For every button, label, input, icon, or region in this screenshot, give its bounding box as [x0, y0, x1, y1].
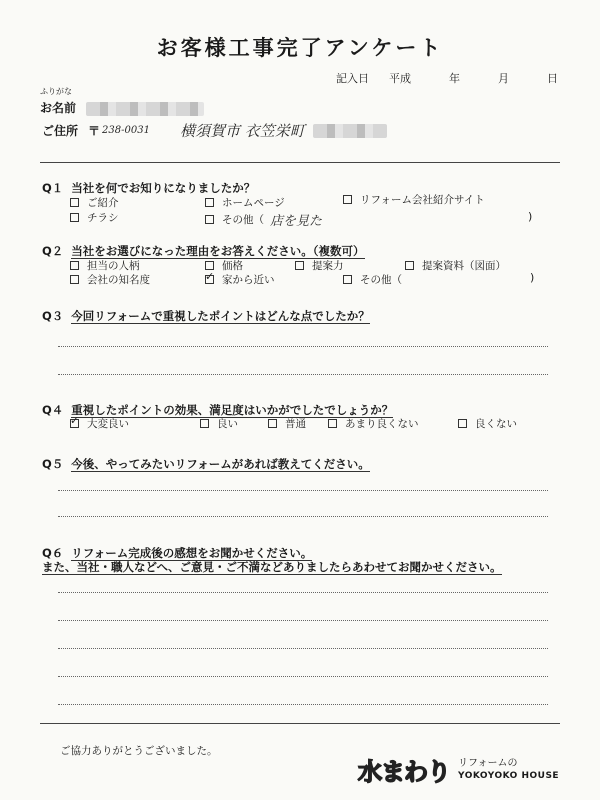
checkbox[interactable]	[70, 261, 79, 270]
name-row	[40, 86, 560, 116]
checkbox-checked[interactable]	[205, 275, 214, 284]
q1-option-flyer[interactable]: チラシ	[70, 210, 119, 225]
year-label: 年	[449, 72, 460, 85]
checkbox[interactable]	[343, 195, 352, 204]
entry-date-label: 記入日	[336, 72, 369, 85]
checkbox[interactable]	[458, 419, 467, 428]
checkbox[interactable]	[268, 419, 277, 428]
checkbox[interactable]	[200, 419, 209, 428]
checkbox[interactable]	[70, 213, 79, 222]
checkbox-checked[interactable]	[70, 419, 79, 428]
q2-option-proposal[interactable]: 提案力	[295, 258, 344, 273]
checkbox[interactable]	[205, 215, 214, 224]
q4-option-average[interactable]: 普通	[268, 416, 306, 431]
checkbox[interactable]	[328, 419, 337, 428]
logo-english: YOKOYOKO HOUSE	[458, 770, 560, 781]
thank-you-message: ご協力ありがとうございました。	[60, 745, 218, 757]
checkbox[interactable]	[70, 198, 79, 207]
name-label: お名前	[40, 101, 77, 115]
q1-option-referral-site[interactable]: リフォーム会社紹介サイト	[343, 192, 485, 207]
q1-option-homepage[interactable]: ホームページ	[205, 195, 285, 210]
q2-option-reputation[interactable]: 会社の知名度	[70, 272, 150, 287]
q2-option-materials[interactable]: 提案資料（図面）	[405, 258, 506, 273]
q4-option-good[interactable]: 良い	[200, 416, 238, 431]
answer-line	[58, 374, 548, 375]
question-1: Q１ 当社を何でお知りになりましたか？	[42, 181, 256, 195]
q2-option-other[interactable]: その他（	[343, 272, 402, 287]
entry-date-line	[336, 70, 558, 86]
checkbox[interactable]	[405, 261, 414, 270]
answer-line	[58, 516, 548, 517]
question-4: Q４ 重視したポイントの効果、満足度はいかがでしたでしょうか？	[42, 403, 394, 417]
answer-line	[58, 704, 548, 705]
logo-wordmark: 水まわり	[358, 758, 450, 786]
checkbox[interactable]	[295, 261, 304, 270]
question-6: Q６ リフォーム完成後の感想をお聞かせください。	[42, 546, 313, 560]
question-6-subtext: また、当社・職人などへ、ご意見・ご不満などありましたらあわせてお聞かせください。	[42, 560, 502, 574]
question-5: Q５ 今後、やってみたいリフォームがあれば教えてください。	[42, 457, 370, 471]
month-label: 月	[498, 72, 509, 85]
checkbox[interactable]	[205, 261, 214, 270]
closing-paren: )	[528, 210, 533, 223]
question-3: Q３ 今回リフォームで重視したポイントはどんな点でしたか？	[42, 309, 370, 323]
answer-line	[58, 648, 548, 649]
address-handwritten: 横須賀市 衣笠栄町	[179, 122, 305, 140]
postal-mark: 〒	[88, 124, 101, 138]
q2-option-price[interactable]: 価格	[205, 258, 243, 273]
era-label: 平成	[389, 72, 411, 85]
checkbox[interactable]	[343, 275, 352, 284]
postal-code-handwritten: 238-0031	[102, 125, 150, 136]
q2-option-near-home[interactable]: ✓ 家から近い	[205, 272, 275, 287]
answer-line	[58, 490, 548, 491]
closing-paren: )	[530, 271, 535, 284]
q2-option-staff[interactable]: 担当の人柄	[70, 258, 140, 273]
address-row	[42, 120, 562, 141]
q1-option-other[interactable]: その他（ 店を見た	[205, 210, 322, 229]
q1-option-introduction[interactable]: ご紹介	[70, 195, 119, 210]
q4-option-not-very-good[interactable]: あまり良くない	[328, 416, 419, 431]
logo-tagline: リフォームの	[458, 757, 518, 769]
divider	[40, 723, 560, 724]
answer-line	[58, 676, 548, 677]
q1-other-handwritten: 店を見た	[270, 214, 323, 229]
q4-option-not-good[interactable]: 良くない	[458, 416, 517, 431]
question-2: Q２ 当社をお選びになった理由をお答えください。（複数可）	[42, 244, 365, 258]
redacted-name	[86, 102, 204, 116]
divider	[40, 162, 560, 163]
day-label: 日	[547, 72, 558, 85]
answer-line	[58, 592, 548, 593]
page-title: お客様工事完了アンケート	[156, 36, 444, 60]
checkbox[interactable]	[205, 198, 214, 207]
q4-option-very-good[interactable]: ✓ 大変良い	[70, 416, 129, 431]
company-logo	[358, 752, 559, 787]
furigana-label: ふりがな	[40, 87, 72, 96]
redacted-address	[313, 124, 387, 138]
address-label: ご住所	[42, 124, 79, 138]
answer-line	[58, 620, 548, 621]
answer-line	[58, 346, 548, 347]
checkbox[interactable]	[70, 275, 79, 284]
